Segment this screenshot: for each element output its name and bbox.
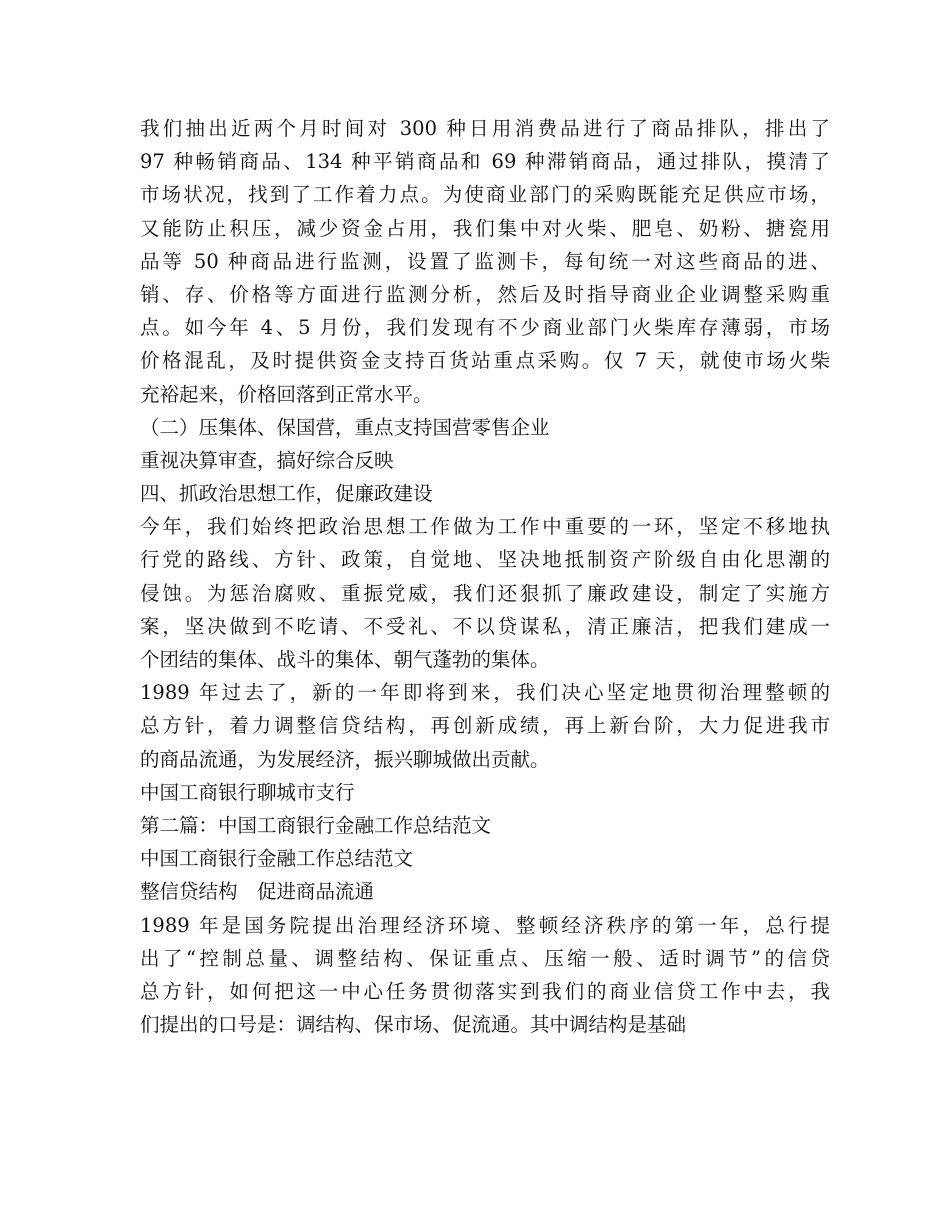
text-line: 97 种畅销商品、134 种平销商品和 69 种滞销商品，通过排队，摸清了	[140, 150, 830, 174]
text-line: 侵蚀。为惩治腐败、重振党威，我们还狠抓了廉政建设，制定了实施方	[140, 581, 830, 605]
text-line: 我们抽出近两个月时间对 300 种日用消费品进行了商品排队，排出了	[140, 117, 830, 140]
signature-line: 中国工商银行聊城市支行	[140, 780, 355, 804]
text-line: 1989 年是国务院提出治理经济环境、整顿经济秩序的第一年，总行提	[140, 913, 830, 937]
text-line: 1989 年过去了，新的一年即将到来，我们决心坚定地贯彻治理整顿的	[140, 681, 830, 705]
text-line: 行党的路线、方针、政策，自觉地、坚决地抵制资产阶级自由化思潮的	[140, 548, 830, 572]
document-subtitle: 整信贷结构 促进商品流通	[140, 880, 375, 904]
text-line: 品等 50 种商品进行监测，设置了监测卡，每旬统一对这些商品的进、	[140, 249, 830, 273]
chapter-title: 第二篇：中国工商银行金融工作总结范文	[140, 813, 492, 837]
text-line: 点。如今年 4、5 月份，我们发现有不少商业部门火柴库存薄弱，市场	[140, 316, 830, 340]
text-line: 的商品流通，为发展经济，振兴聊城做出贡献。	[140, 747, 550, 771]
text-line: 充裕起来，价格回落到正常水平。	[140, 382, 433, 406]
section-heading: （二）压集体、保国营，重点支持国营零售企业	[140, 415, 550, 439]
section-heading: 四、抓政治思想工作，促廉政建设	[140, 482, 433, 506]
document-page	[140, 112, 830, 1041]
text-line: 销、存、价格等方面进行监测分析，然后及时指导商业企业调整采购重	[140, 282, 830, 306]
text-line: 案，坚决做到不吃请、不受礼、不以贷谋私，清正廉洁，把我们建成一	[140, 614, 830, 638]
section-heading: 重视决算审查，搞好综合反映	[140, 448, 394, 472]
text-line: 市场状况，找到了工作着力点。为使商业部门的采购既能充足供应市场，	[140, 183, 830, 207]
text-line: 又能防止积压，减少资金占用，我们集中对火柴、肥皂、奶粉、搪瓷用	[140, 216, 830, 240]
text-line: 价格混乱，及时提供资金支持百货站重点采购。仅 7 天，就使市场火柴	[140, 349, 830, 373]
text-line: 出了“控制总量、调整结构、保证重点、压缩一般、适时调节”的信贷	[140, 946, 830, 970]
text-line: 总方针，着力调整信贷结构，再创新成绩，再上新台阶，大力促进我市	[140, 714, 830, 738]
document-title: 中国工商银行金融工作总结范文	[140, 847, 414, 871]
text-line: 今年，我们始终把政治思想工作做为工作中重要的一环，坚定不移地执	[140, 515, 830, 539]
text-line: 个团结的集体、战斗的集体、朝气蓬勃的集体。	[140, 648, 550, 671]
text-line: 们提出的口号是：调结构、保市场、促流通。其中调结构是基础	[140, 1013, 687, 1037]
text-line: 总方针，如何把这一中心任务贯彻落实到我们的商业信贷工作中去，我	[140, 979, 830, 1003]
